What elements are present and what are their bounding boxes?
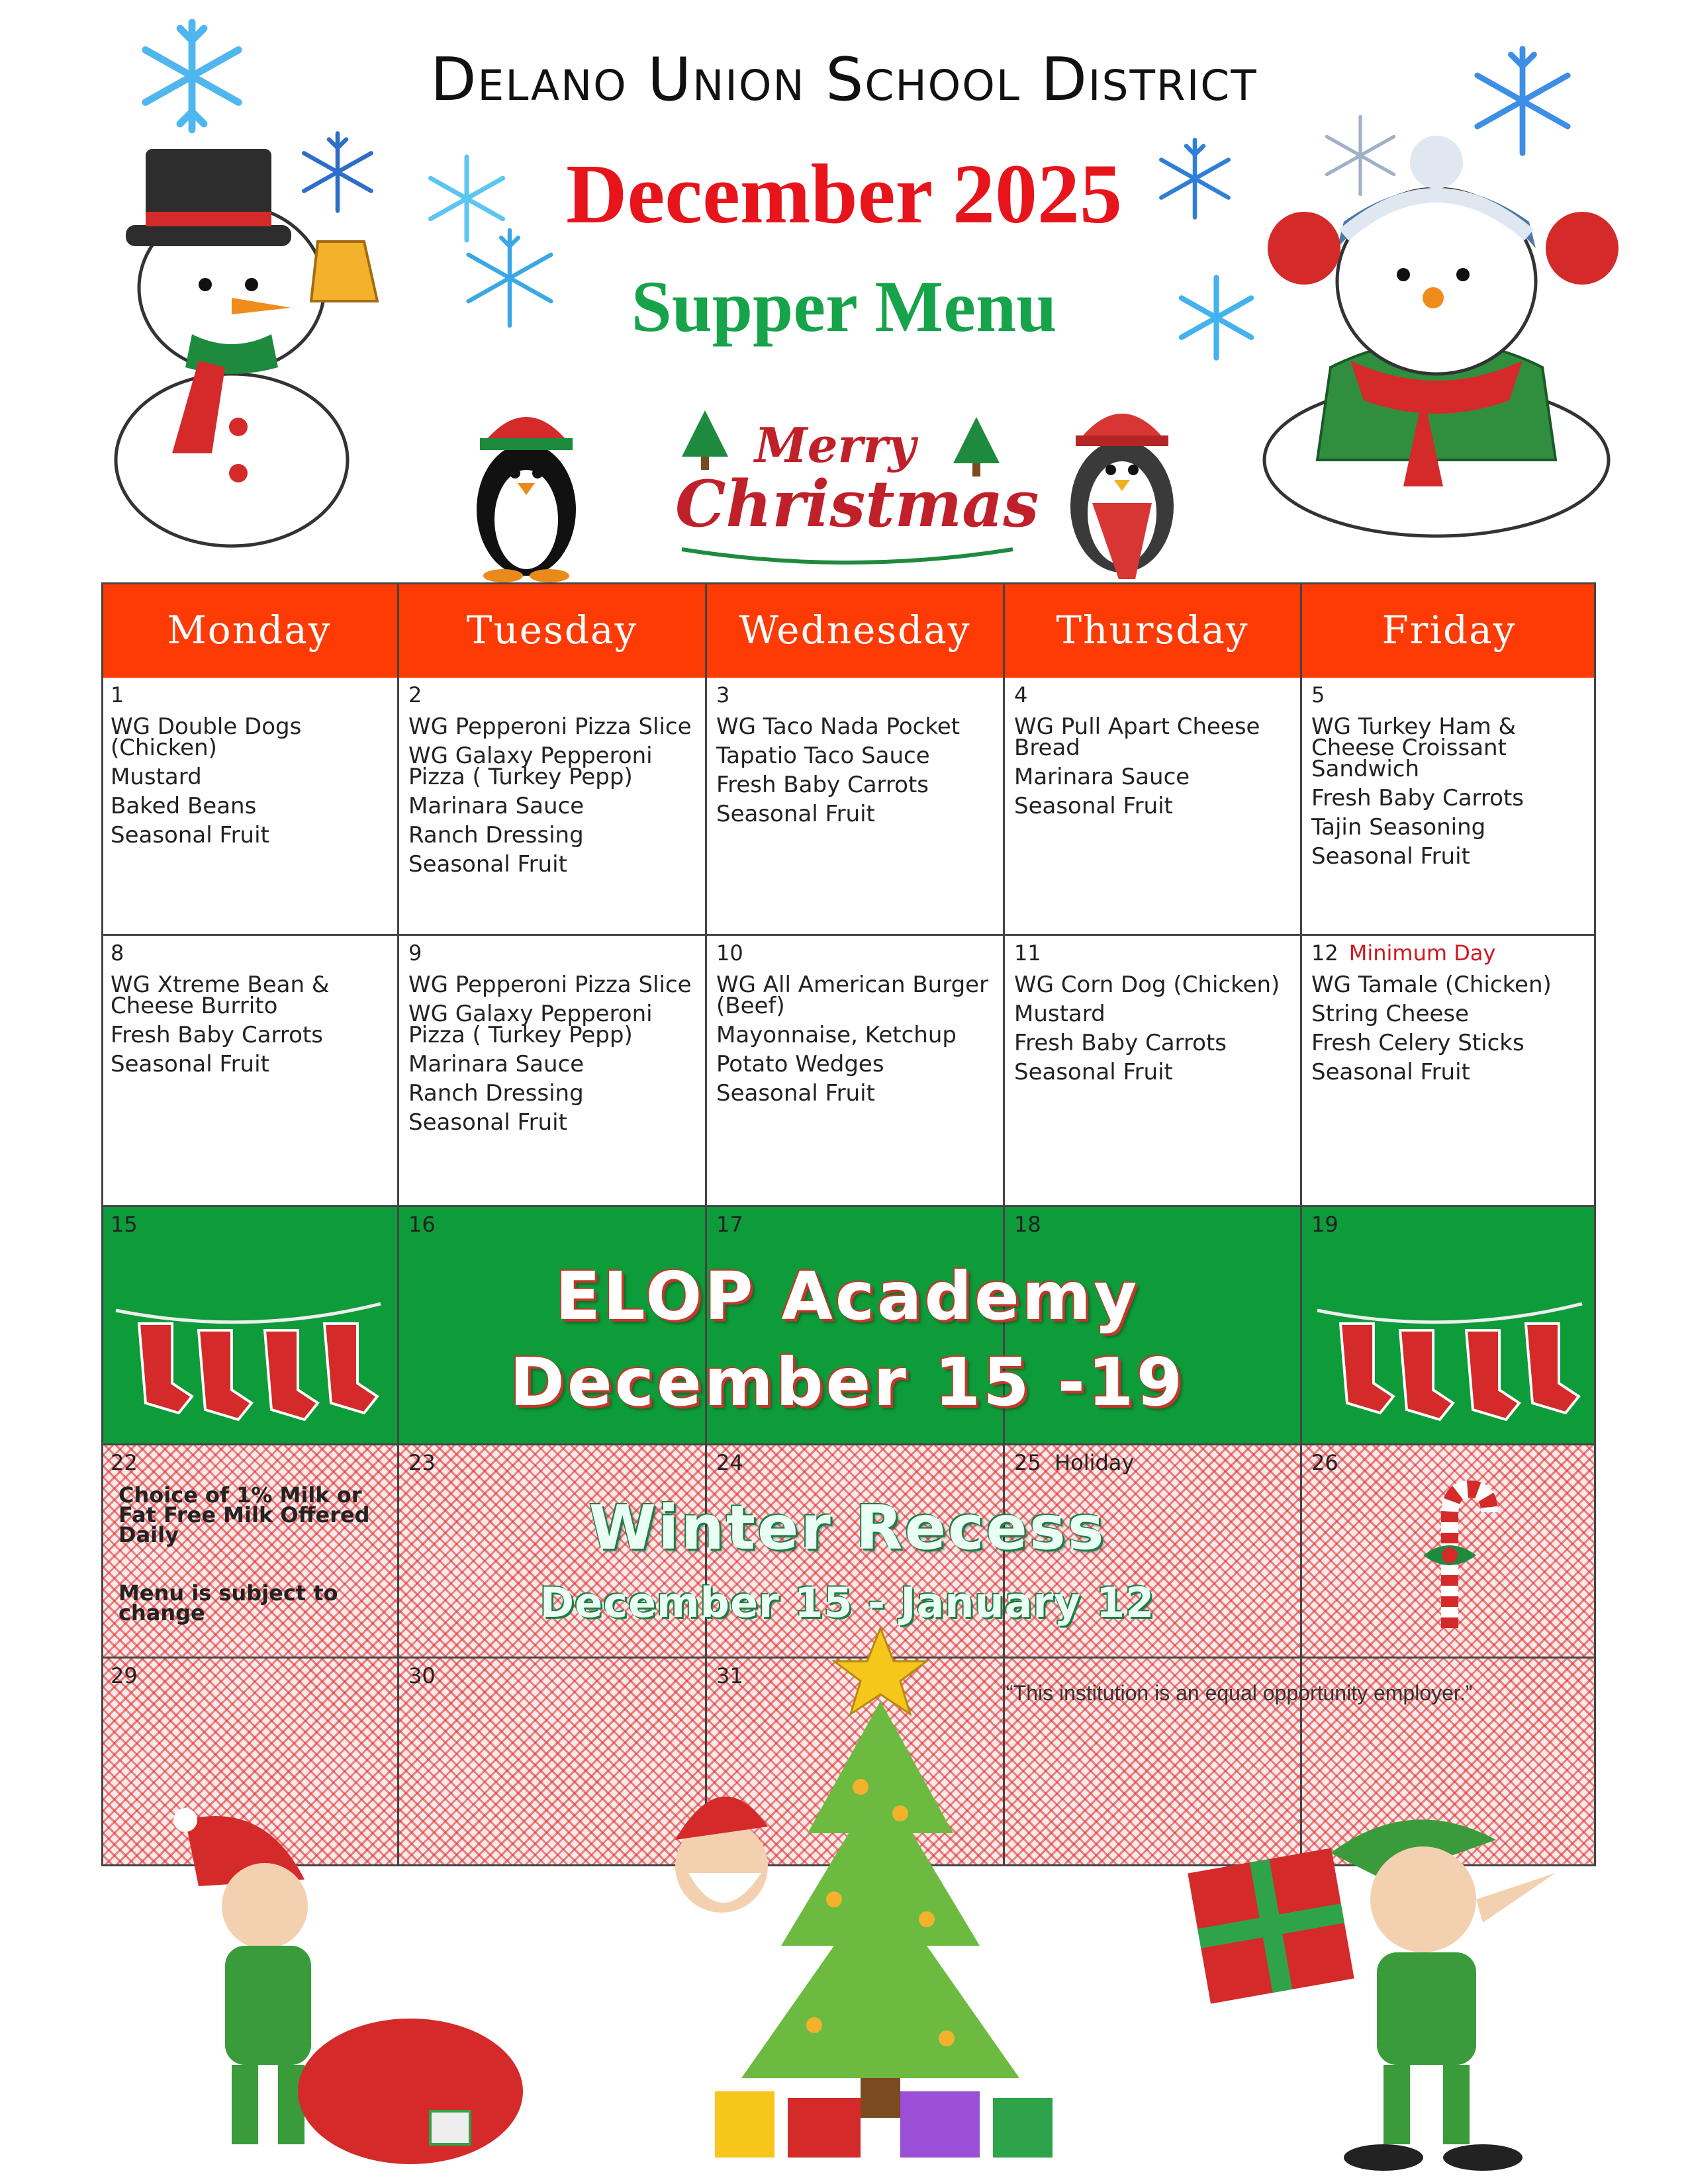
day-number: 24 xyxy=(716,1450,743,1475)
swoosh-decoration xyxy=(682,543,1013,569)
day-cell xyxy=(707,678,1005,936)
day-number: 1 xyxy=(111,682,124,707)
elop-banner-title: ELOP Academy xyxy=(555,1257,1140,1335)
menu-item: WG Pepperoni Pizza Slice xyxy=(408,713,692,740)
menu-item: Seasonal Fruit xyxy=(408,1109,567,1136)
menu-item: WG Tamale (Chicken) xyxy=(1311,972,1552,998)
day-number: 18 xyxy=(1014,1212,1041,1237)
day-cell xyxy=(101,936,399,1207)
candy-cane-icon xyxy=(1403,1476,1496,1635)
day-number: 22 xyxy=(111,1450,138,1475)
day-number: 15 xyxy=(111,1212,138,1237)
menu-item: Seasonal Fruit xyxy=(408,851,567,878)
equal-opportunity-statement: “This institution is an equal opportunity employer.” xyxy=(1006,1681,1473,1705)
day-cell xyxy=(1005,936,1302,1207)
menu-item: WG Pepperoni Pizza Slice xyxy=(408,972,692,998)
menu-item: Fresh Baby Carrots xyxy=(716,772,929,798)
menu-item: Seasonal Fruit xyxy=(1014,1059,1173,1085)
snowman-icon xyxy=(1244,116,1642,546)
day-number: 11 xyxy=(1014,940,1041,966)
day-number: 19 xyxy=(1311,1212,1338,1237)
stocking-garland-icon xyxy=(113,1297,384,1430)
day-header-thursday: Thursday xyxy=(1005,582,1302,678)
day-header-monday: Monday xyxy=(101,582,399,678)
menu-item: Seasonal Fruit xyxy=(1014,793,1173,819)
menu-month: December 2025 xyxy=(566,147,1122,241)
menu-item: Seasonal Fruit xyxy=(1311,1059,1470,1085)
greeting-line2: Christmas xyxy=(675,467,1039,541)
menu-item: Seasonal Fruit xyxy=(111,822,269,848)
day-number: 16 xyxy=(408,1212,436,1237)
district-name: Delano Union School District xyxy=(430,45,1258,114)
day-header-wednesday: Wednesday xyxy=(707,582,1005,678)
menu-item: Potato Wedges xyxy=(716,1051,884,1077)
day-number: 26 xyxy=(1311,1450,1338,1475)
menu-item: Marinara Sauce xyxy=(1014,764,1190,790)
menu-item: WG Galaxy Pepperoni Pizza ( Turkey Pepp) xyxy=(408,743,653,790)
menu-item: WG Xtreme Bean & Cheese Burrito xyxy=(111,972,330,1019)
menu-item: WG Turkey Ham & Cheese Croissant Sandwich xyxy=(1311,713,1517,782)
day-number: 10 xyxy=(716,940,743,966)
menu-title: Supper Menu xyxy=(631,266,1057,347)
day-number: 5 xyxy=(1311,682,1325,707)
menu-item: Tajin Seasoning xyxy=(1311,814,1486,841)
menu-item: Seasonal Fruit xyxy=(716,1080,875,1107)
day-number: 3 xyxy=(716,682,730,707)
day-number: 30 xyxy=(408,1663,436,1688)
menu-item: WG All American Burger (Beef) xyxy=(716,972,989,1019)
day-cell xyxy=(1302,678,1596,936)
menu-item: Fresh Baby Carrots xyxy=(111,1022,324,1048)
christmas-tree-icon xyxy=(662,1615,1086,2171)
day-number xyxy=(1311,940,1587,966)
day-number: 31 xyxy=(716,1663,743,1688)
day-header-friday: Friday xyxy=(1302,582,1596,678)
day-number: 9 xyxy=(408,940,422,966)
milk-note: Choice of 1% Milk or Fat Free Milk Offered Daily xyxy=(118,1482,370,1547)
menu-item: Ranch Dressing xyxy=(408,1080,584,1107)
day-cell xyxy=(1302,936,1596,1207)
day-number-value: 25 xyxy=(1014,1450,1041,1475)
snowflake-icon xyxy=(1152,132,1238,225)
menu-change-note: Menu is subject to change xyxy=(118,1580,338,1625)
menu-item: Fresh Baby Carrots xyxy=(1311,785,1524,811)
menu-item: WG Pull Apart Cheese Bread xyxy=(1014,713,1260,761)
day-header-tuesday: Tuesday xyxy=(399,582,707,678)
day-cell xyxy=(399,936,707,1207)
menu-item: Ranch Dressing xyxy=(408,822,584,848)
day-number: 23 xyxy=(408,1450,436,1475)
menu-item: Marinara Sauce xyxy=(408,1051,585,1077)
winter-recess-dates: December 15 - January 12 xyxy=(539,1578,1155,1627)
menu-item: Seasonal Fruit xyxy=(1311,843,1470,870)
menu-item: WG Taco Nada Pocket xyxy=(716,713,961,740)
day-number: 8 xyxy=(111,940,124,966)
menu-item: Mustard xyxy=(111,764,202,790)
snowflake-icon xyxy=(444,225,576,331)
merry-christmas-emblem xyxy=(669,410,1039,576)
elop-banner-dates: December 15 -19 xyxy=(509,1343,1186,1421)
menu-item: WG Double Dogs (Chicken) xyxy=(111,713,302,761)
menu-item: Fresh Celery Sticks xyxy=(1311,1030,1524,1056)
snowman-icon xyxy=(99,142,417,553)
day-cell xyxy=(101,1445,399,1659)
menu-item: Mustard xyxy=(1014,1001,1105,1027)
snowflake-icon xyxy=(132,17,252,136)
menu-item: Fresh Baby Carrots xyxy=(1014,1030,1227,1056)
day-number: 4 xyxy=(1014,682,1028,707)
elf-icon xyxy=(146,1800,530,2177)
day-number: 2 xyxy=(408,682,422,707)
day-cell xyxy=(399,678,707,936)
menu-item: String Cheese xyxy=(1311,1001,1470,1027)
penguin-icon xyxy=(463,397,589,582)
day-number-value: 12 xyxy=(1311,940,1338,966)
day-number xyxy=(1014,1449,1291,1476)
elf-icon xyxy=(1185,1800,1595,2177)
day-cell xyxy=(707,936,1005,1207)
menu-item: Seasonal Fruit xyxy=(111,1051,269,1077)
minimum-day-note: Minimum Day xyxy=(1348,940,1496,966)
winter-recess-title: Winter Recess xyxy=(588,1492,1106,1563)
penguin-icon xyxy=(1056,390,1188,582)
menu-item: WG Galaxy Pepperoni Pizza ( Turkey Pepp) xyxy=(408,1001,653,1048)
menu-item: Tapatio Taco Sauce xyxy=(716,743,930,769)
day-cell xyxy=(1005,678,1302,936)
holiday-note: Holiday xyxy=(1055,1450,1135,1475)
day-number: 17 xyxy=(716,1212,743,1237)
christmas-tree-icon xyxy=(682,410,728,470)
day-cell xyxy=(101,678,399,936)
stocking-garland-icon xyxy=(1314,1297,1585,1430)
greeting-line1: Merry xyxy=(755,417,916,473)
day-number: 29 xyxy=(111,1663,138,1688)
menu-item: WG Corn Dog (Chicken) xyxy=(1014,972,1280,998)
menu-item: Mayonnaise, Ketchup xyxy=(716,1022,957,1048)
menu-item: Baked Beans xyxy=(111,793,257,819)
menu-item: Seasonal Fruit xyxy=(716,801,875,827)
menu-item: Marinara Sauce xyxy=(408,793,585,819)
